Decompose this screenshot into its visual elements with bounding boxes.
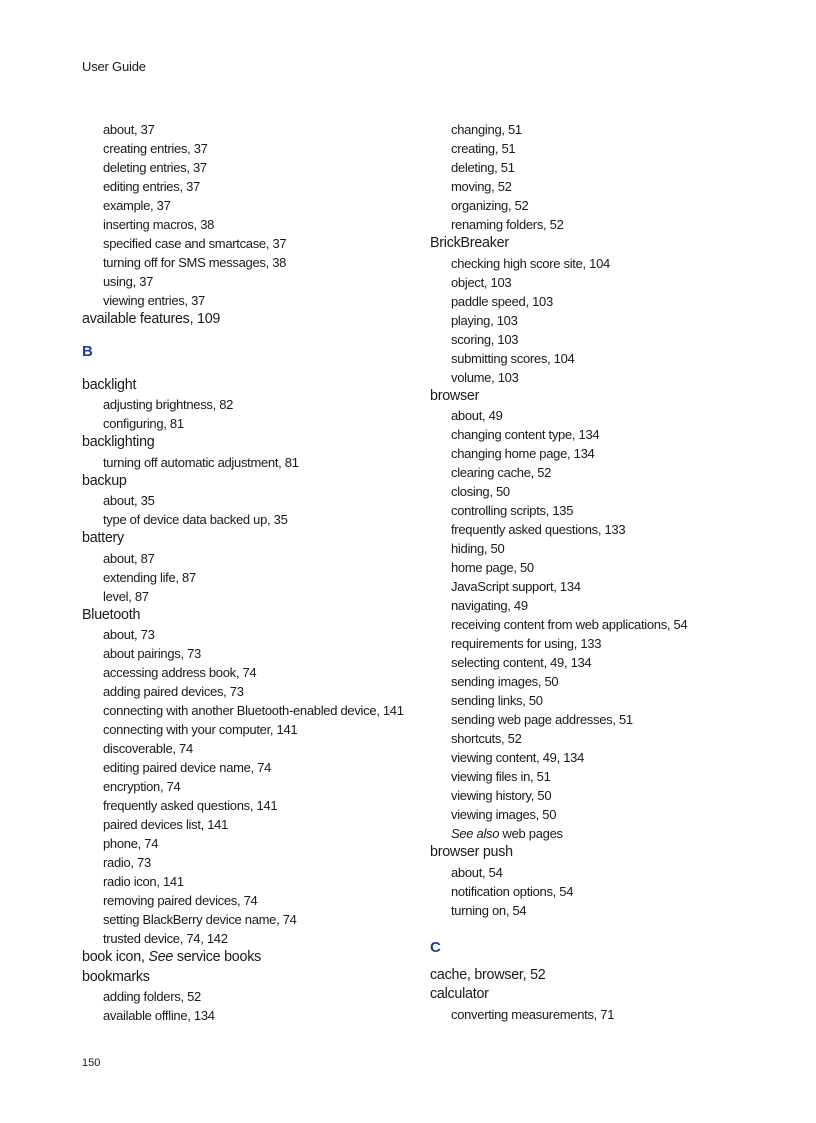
index-main-entry: browser push	[430, 844, 513, 860]
index-sub-entry: phone, 74	[103, 836, 159, 851]
index-sub-entry: submitting scores, 104	[451, 350, 575, 366]
index-main-entry: browser	[430, 387, 480, 404]
index-sub-entry: example, 37	[103, 198, 171, 213]
index-sub-entry: viewing content, 49, 134	[451, 750, 585, 765]
index-main-entry: battery	[82, 530, 124, 546]
running-header: User Guide	[82, 59, 146, 74]
index-sub-entry: about, 73	[103, 627, 155, 642]
index-column-left	[82, 120, 422, 1025]
index-sub-entry: shortcuts, 52	[451, 731, 522, 746]
index-sub-entry: about pairings, 73	[103, 646, 201, 661]
index-sub-entry: removing paired devices, 74	[103, 893, 258, 908]
index-sub-entry: selecting content, 49, 134	[451, 655, 592, 670]
index-sub-entry: discoverable, 74	[103, 741, 193, 756]
index-sub-entry: viewing files in, 51	[451, 769, 551, 784]
index-main-entry: bookmarks	[82, 968, 150, 985]
index-sub-entry: extending life, 87	[103, 569, 196, 585]
index-sub-entry: trusted device, 74, 142	[103, 931, 228, 946]
index-sub-entry: level, 87	[103, 588, 149, 604]
index-sub-entry: connecting with your computer, 141	[103, 722, 298, 737]
index-sub-entry: sending images, 50	[451, 674, 559, 689]
index-sub-entry: home page, 50	[451, 560, 534, 575]
index-sub-entry: sending links, 50	[451, 693, 543, 708]
index-sub-entry: changing, 51	[451, 122, 522, 137]
index-sub-entry: converting measurements, 71	[451, 1006, 615, 1022]
index-sub-entry: type of device data backed up, 35	[103, 512, 288, 527]
index-sub-entry: available offline, 134	[103, 1008, 215, 1023]
index-sub-entry: inserting macros, 38	[103, 217, 215, 232]
index-main-entry: backlight	[82, 376, 137, 393]
index-sub-entry: checking high score site, 104	[451, 255, 610, 271]
cross-reference-label: See	[148, 949, 174, 965]
index-main-entry: available features, 109	[82, 311, 221, 327]
index-sub-entry: hiding, 50	[451, 541, 505, 556]
cross-reference-label: See also	[451, 826, 500, 841]
index-sub-entry: sending web page addresses, 51	[451, 712, 633, 727]
index-sub-entry: creating, 51	[451, 141, 516, 156]
index-sub-entry: frequently asked questions, 133	[451, 522, 626, 537]
index-sub-entry: viewing images, 50	[451, 807, 557, 822]
index-sub-entry: receiving content from web applications, 54	[451, 617, 688, 632]
index-sub-entry: changing content type, 134	[451, 427, 600, 442]
index-sub-entry: closing, 50	[451, 484, 510, 499]
index-sub-entry: paired devices list, 141	[103, 817, 229, 832]
index-sub-entry: controlling scripts, 135	[451, 503, 574, 518]
index-sub-entry: navigating, 49	[451, 598, 528, 613]
index-sub-entry: turning off automatic adjustment, 81	[103, 454, 299, 470]
index-sub-entry	[430, 824, 800, 843]
index-sub-entry: about, 35	[103, 493, 155, 508]
index-sub-entry: volume, 103	[451, 369, 519, 385]
index-sub-entry: editing paired device name, 74	[103, 760, 272, 775]
index-sub-entry: renaming folders, 52	[451, 217, 564, 232]
index-sub-entry: playing, 103	[451, 312, 518, 328]
index-sub-entry: radio icon, 141	[103, 874, 184, 889]
index-sub-entry: deleting, 51	[451, 160, 515, 175]
index-sub-entry: turning off for SMS messages, 38	[103, 255, 287, 270]
index-sub-entry: setting BlackBerry device name, 74	[103, 912, 297, 927]
index-sub-entry: notification options, 54	[451, 883, 574, 899]
page-number: 150	[82, 1057, 101, 1069]
index-sub-entry: using, 37	[103, 274, 154, 289]
index-sub-entry: about, 37	[103, 122, 155, 137]
index-sub-entry: creating entries, 37	[103, 141, 208, 156]
index-sub-entry: about, 87	[103, 550, 155, 566]
index-sub-entry: radio, 73	[103, 855, 151, 870]
index-sub-entry: object, 103	[451, 274, 512, 290]
index-sub-entry: moving, 52	[451, 179, 512, 194]
entry-text: book icon,	[82, 949, 149, 965]
section-letter-c: C	[430, 938, 441, 956]
index-sub-entry: deleting entries, 37	[103, 160, 207, 175]
index-main-entry	[82, 948, 422, 968]
entry-text: web pages	[499, 826, 563, 841]
index-main-entry: BrickBreaker	[430, 235, 509, 251]
entry-text: service books	[173, 949, 261, 965]
index-main-entry: Bluetooth	[82, 606, 141, 623]
index-sub-entry: accessing address book, 74	[103, 665, 257, 680]
index-sub-entry: turning on, 54	[451, 902, 527, 918]
index-main-entry: backup	[82, 472, 127, 489]
index-sub-entry: viewing entries, 37	[103, 293, 205, 308]
index-main-entry: calculator	[430, 986, 489, 1002]
index-sub-entry: adjusting brightness, 82	[103, 397, 234, 412]
index-sub-entry: viewing history, 50	[451, 788, 552, 803]
index-sub-entry: clearing cache, 52	[451, 465, 552, 480]
index-sub-entry: frequently asked questions, 141	[103, 798, 278, 813]
index-sub-entry: encryption, 74	[103, 779, 181, 794]
index-sub-entry: scoring, 103	[451, 331, 519, 347]
index-main-entry: backlighting	[82, 434, 155, 450]
index-column-right	[430, 120, 800, 1024]
section-letter-b: B	[82, 342, 93, 360]
index-sub-entry: adding folders, 52	[103, 989, 201, 1004]
index-sub-entry: configuring, 81	[103, 416, 184, 431]
index-sub-entry: adding paired devices, 73	[103, 684, 244, 699]
index-main-entry: cache, browser, 52	[430, 966, 546, 983]
index-sub-entry: paddle speed, 103	[451, 293, 553, 309]
index-sub-entry: requirements for using, 133	[451, 636, 602, 651]
index-sub-entry: connecting with another Bluetooth-enabled device, 141	[103, 703, 404, 718]
index-sub-entry: changing home page, 134	[451, 446, 595, 461]
index-sub-entry: about, 49	[451, 408, 503, 423]
index-sub-entry: specified case and smartcase, 37	[103, 236, 287, 251]
index-sub-entry: about, 54	[451, 864, 503, 880]
index-sub-entry: editing entries, 37	[103, 179, 200, 194]
index-sub-entry: organizing, 52	[451, 198, 529, 213]
index-sub-entry: JavaScript support, 134	[451, 579, 581, 594]
